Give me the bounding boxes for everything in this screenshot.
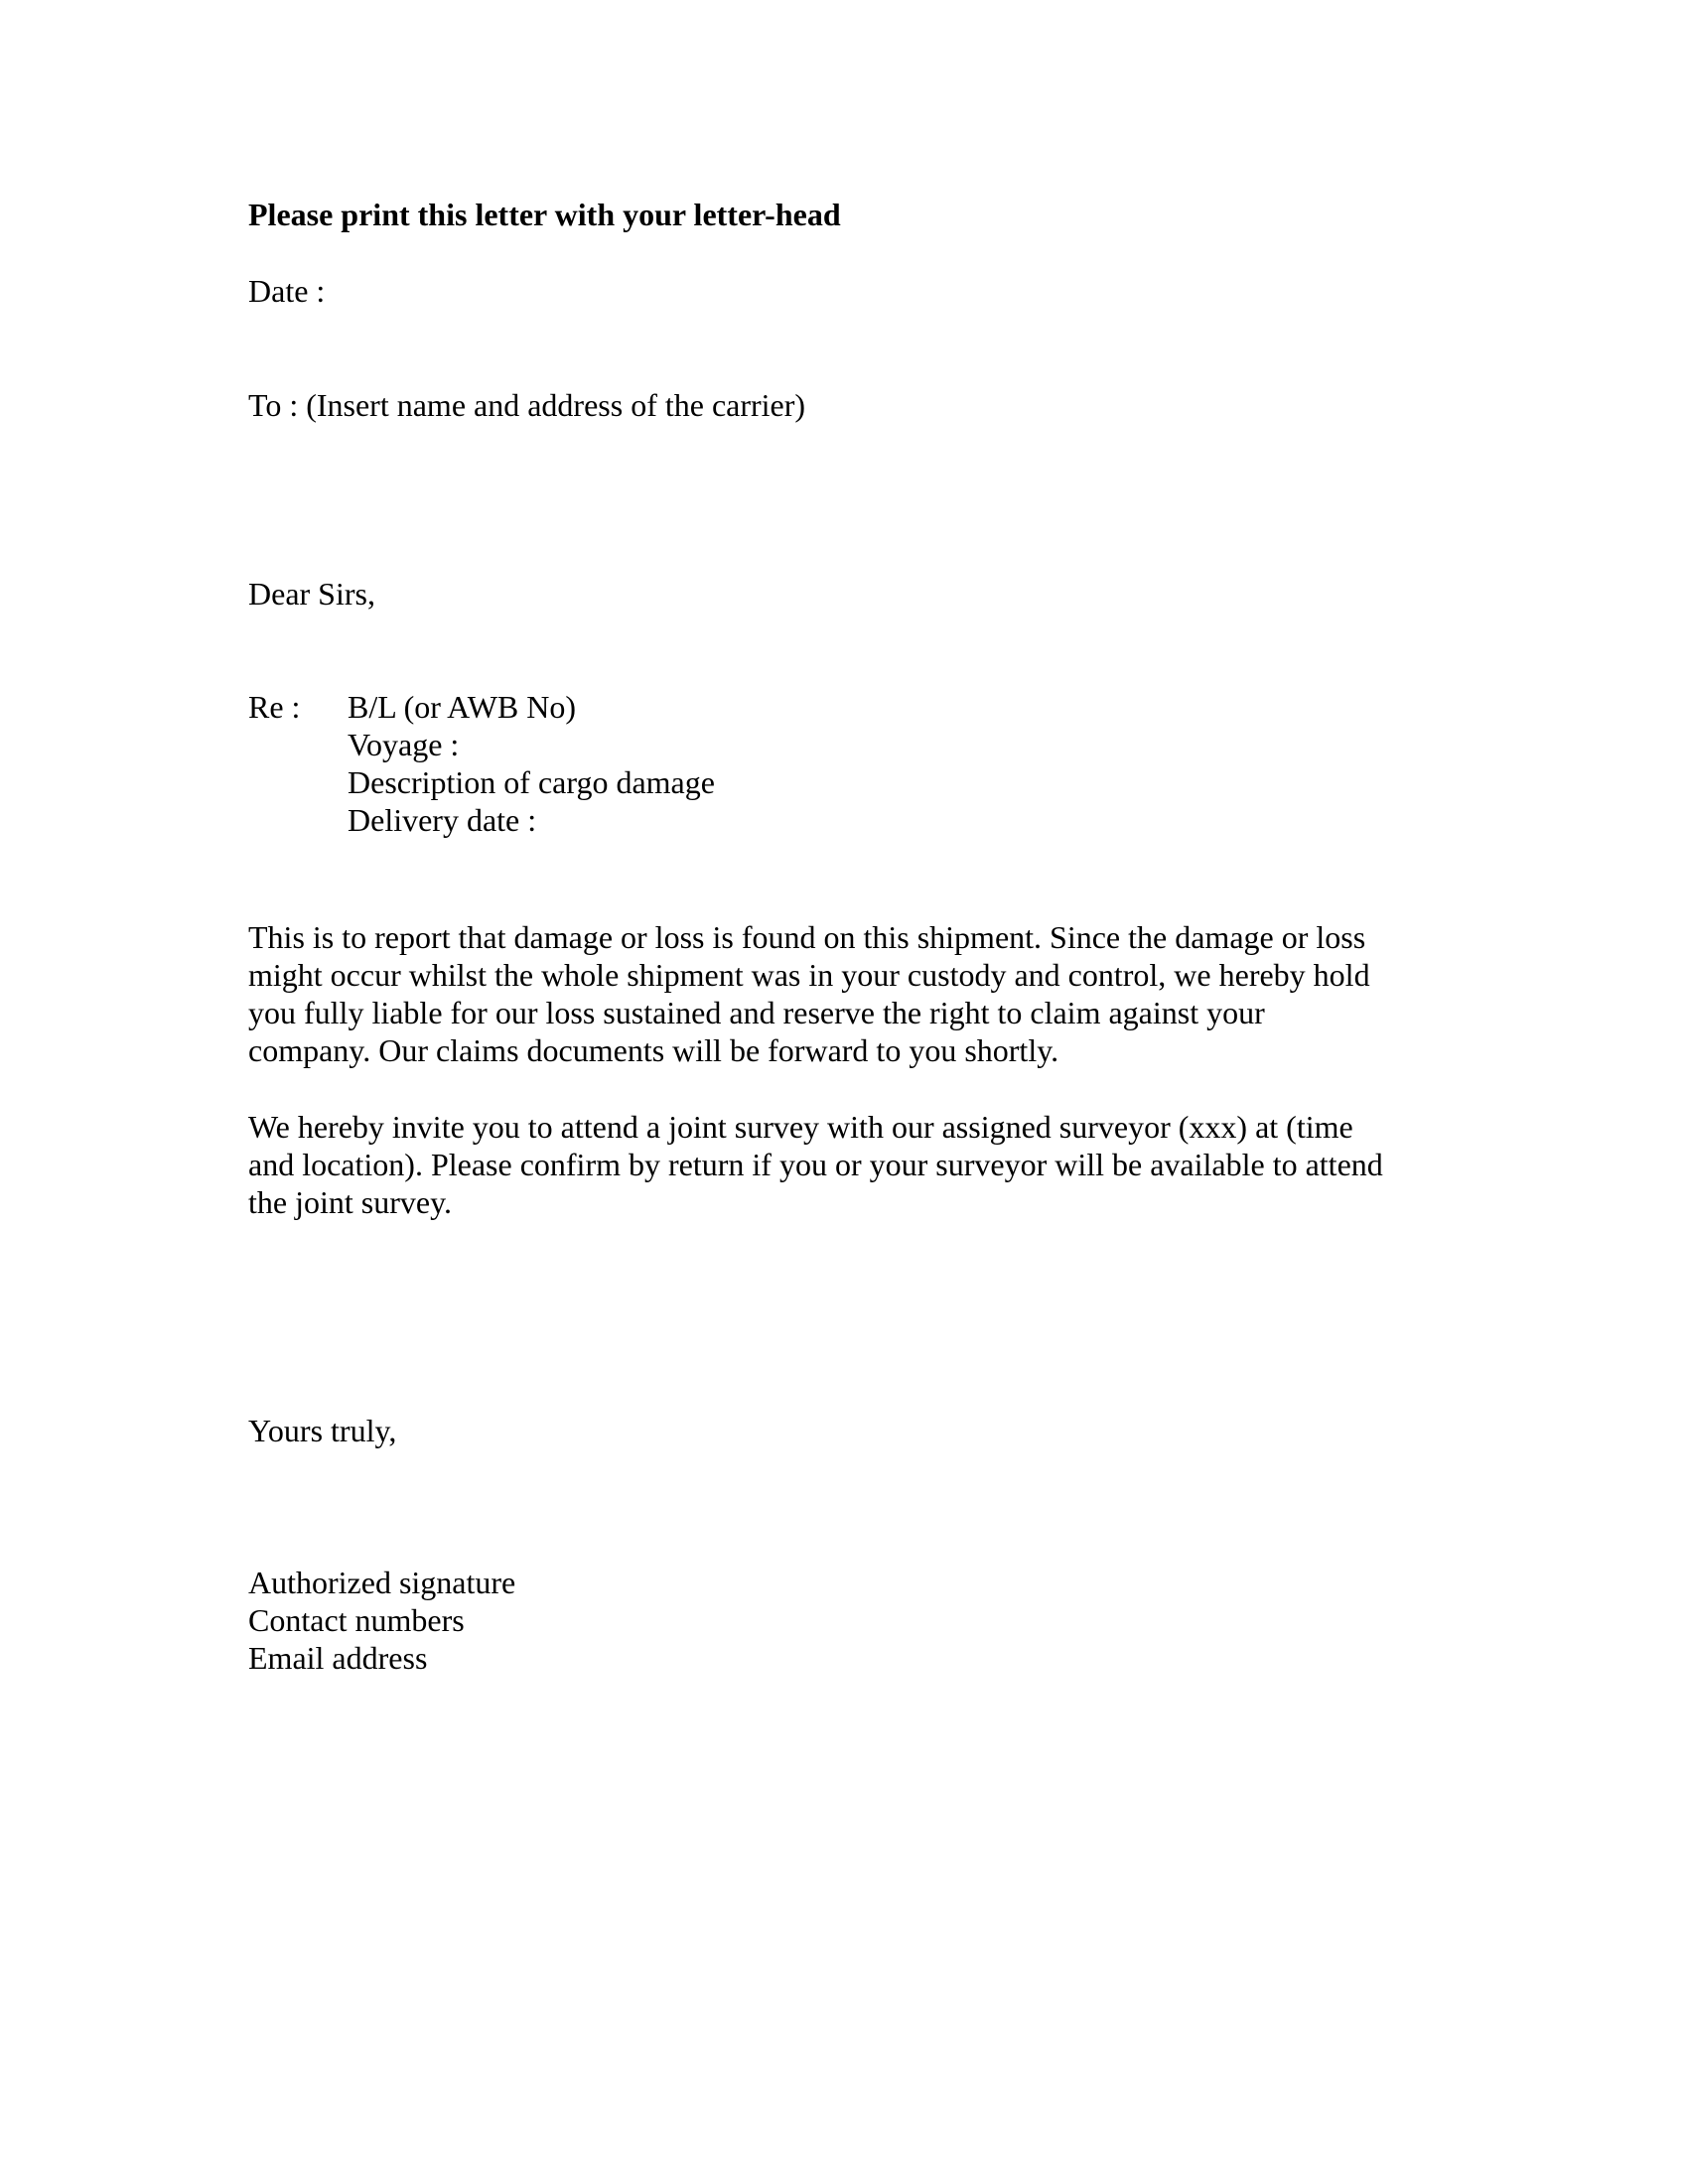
print-instruction: Please print this letter with your letter-head xyxy=(248,197,841,232)
contact-line: Contact numbers xyxy=(248,1602,465,1638)
re-item-description: Description of cargo damage xyxy=(348,764,715,800)
signature-line: Authorized signature xyxy=(248,1565,516,1600)
signature-block xyxy=(248,1564,515,1677)
paragraph-damage-report xyxy=(248,918,1370,1069)
paragraph-line: and location). Please confirm by return if you or your surveyor will be available to attend xyxy=(248,1147,1383,1182)
email-line: Email address xyxy=(248,1640,428,1676)
re-details xyxy=(348,688,715,839)
closing: Yours truly, xyxy=(248,1413,397,1448)
re-label: Re : xyxy=(248,689,301,725)
paragraph-line: might occur whilst the whole shipment was in your custody and control, we hereby hold xyxy=(248,957,1370,993)
recipient-line: To : (Insert name and address of the carrier) xyxy=(248,387,806,423)
paragraph-line: the joint survey. xyxy=(248,1184,452,1220)
date-line: Date : xyxy=(248,273,326,309)
paragraph-line: company. Our claims documents will be forward to you shortly. xyxy=(248,1032,1059,1068)
salutation: Dear Sirs, xyxy=(248,576,375,612)
paragraph-joint-survey xyxy=(248,1108,1383,1221)
re-item-delivery-date: Delivery date : xyxy=(348,802,537,838)
paragraph-line: you fully liable for our loss sustained and reserve the right to claim against your xyxy=(248,995,1265,1030)
re-item-voyage: Voyage : xyxy=(348,727,460,762)
paragraph-line: We hereby invite you to attend a joint survey with our assigned surveyor (xxx) at (time xyxy=(248,1109,1353,1145)
paragraph-line: This is to report that damage or loss is found on this shipment. Since the damage or loss xyxy=(248,919,1366,955)
re-item-bl: B/L (or AWB No) xyxy=(348,689,576,725)
